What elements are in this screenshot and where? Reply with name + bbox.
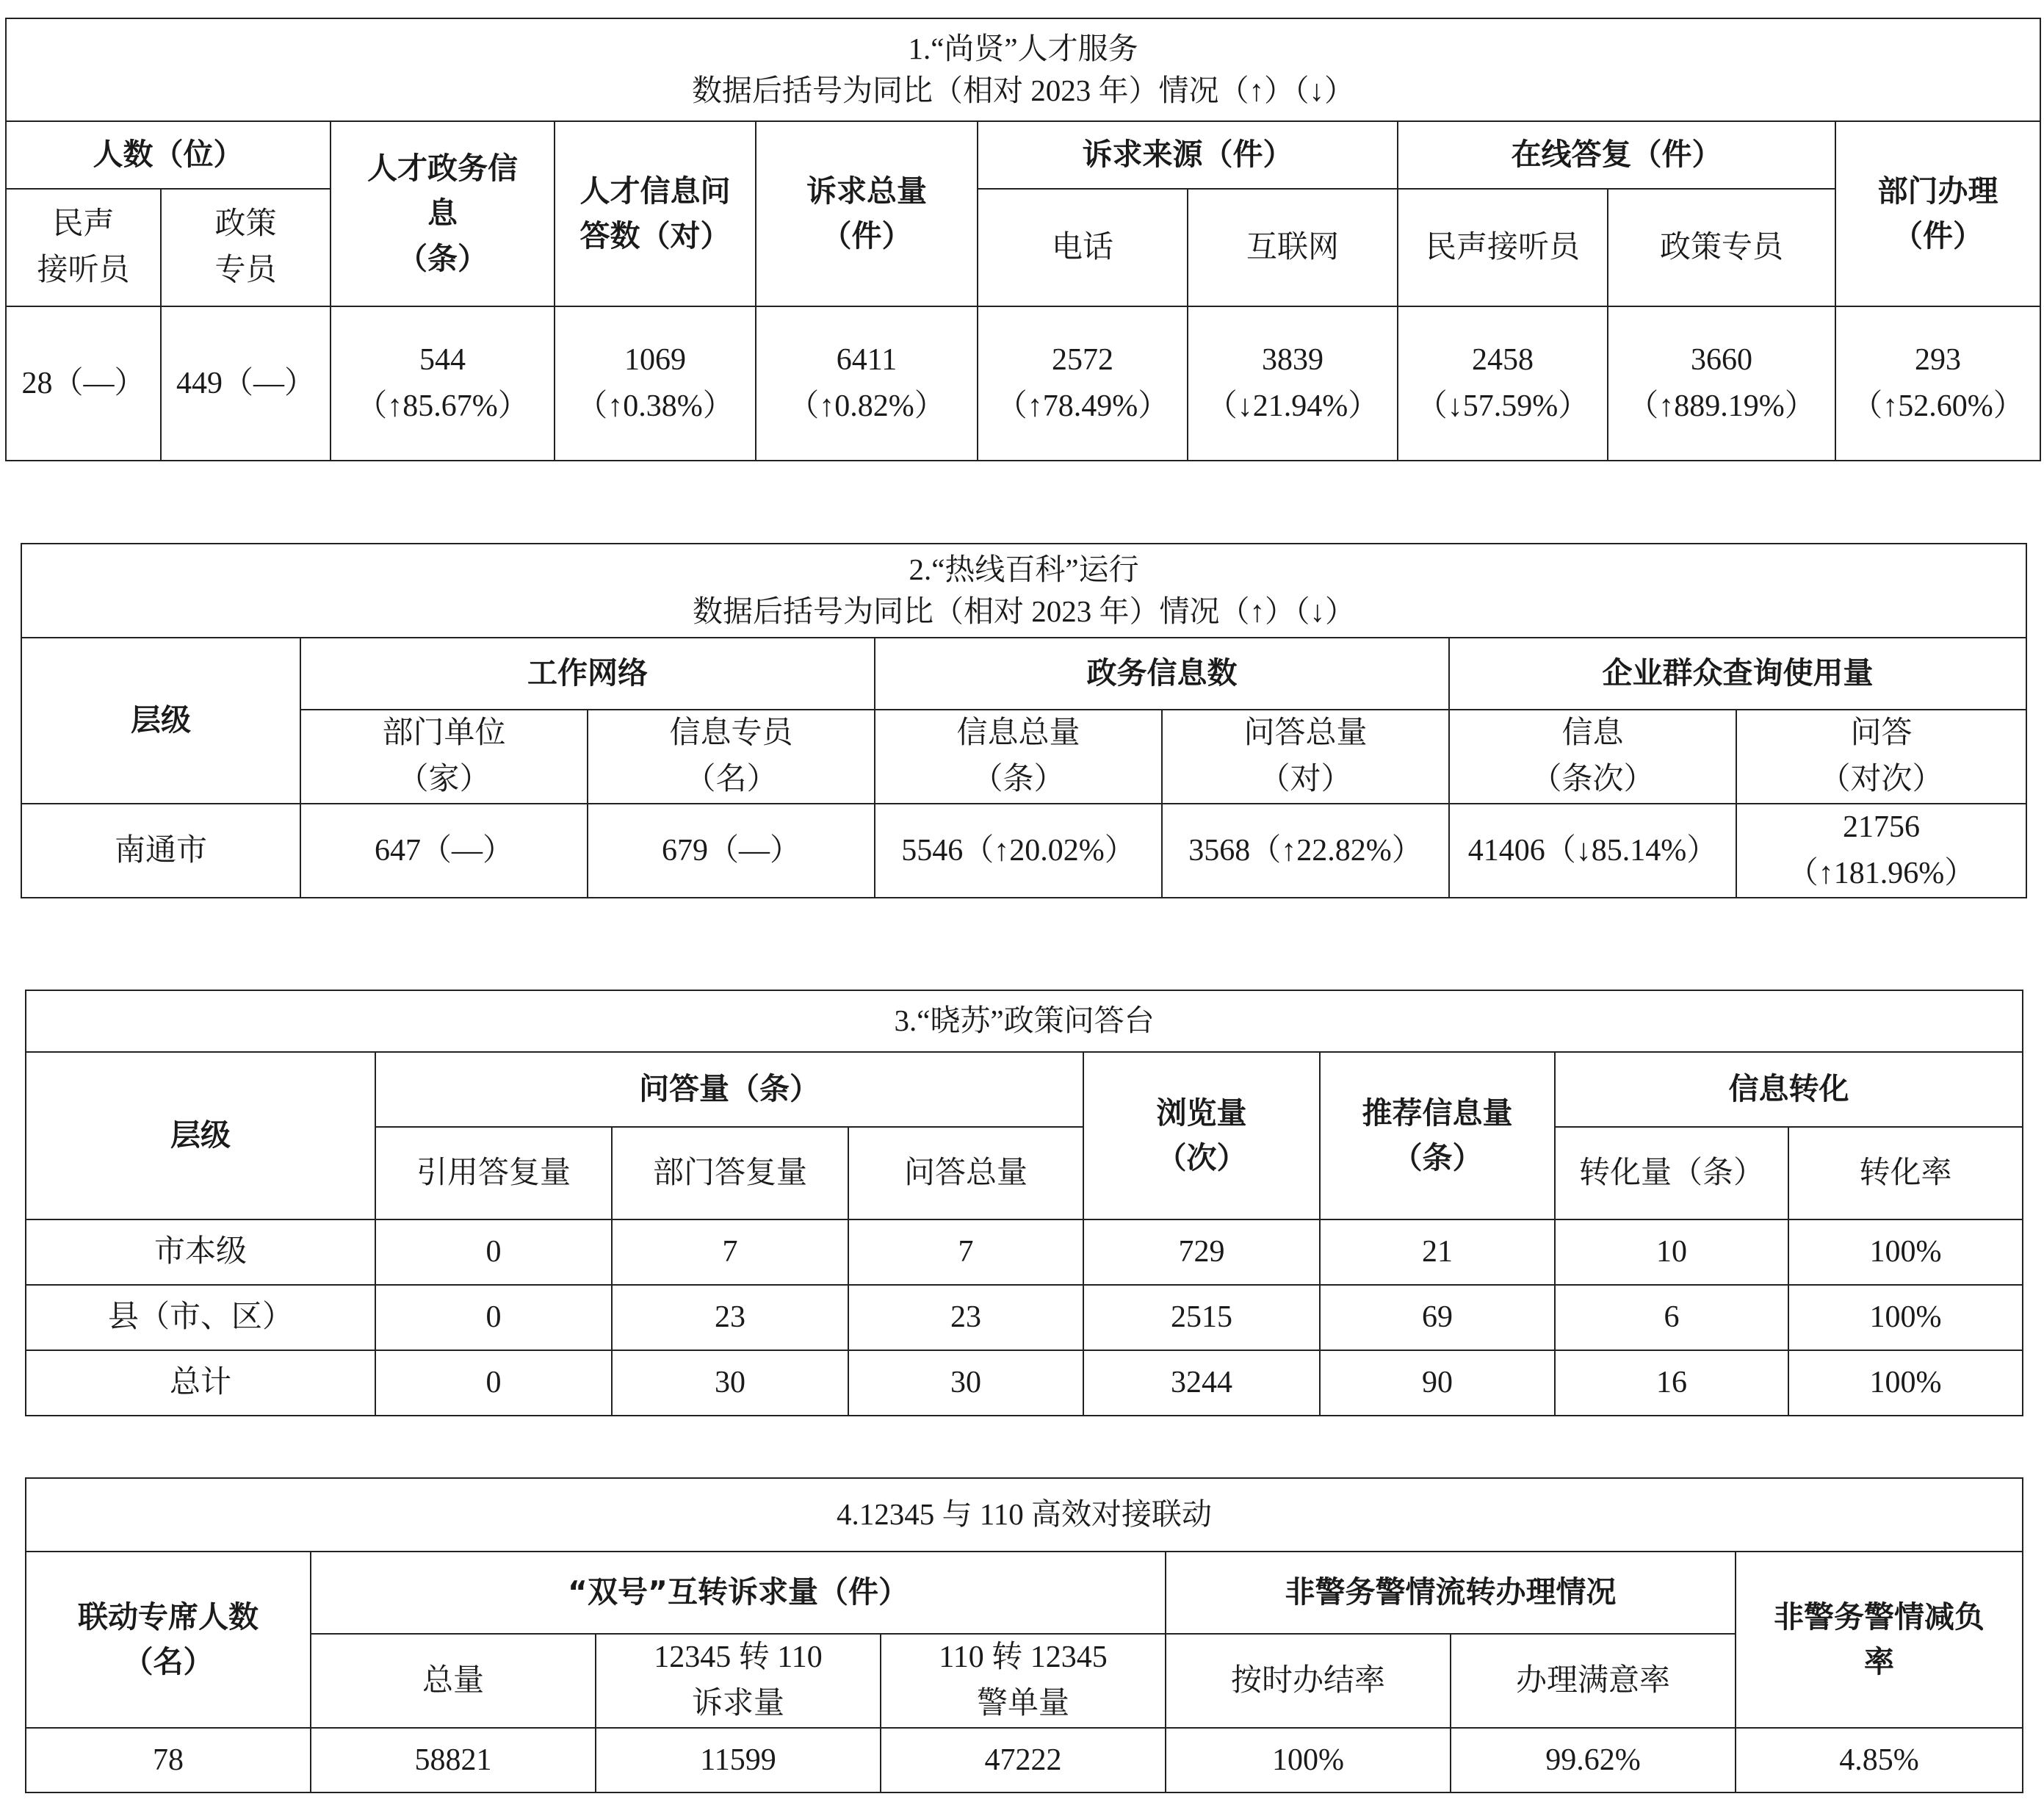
header-qa-total: 问答总量 — [848, 1127, 1083, 1219]
cell-dept: 293 （↑52.60%） — [1835, 306, 2040, 461]
cell-level: 南通市 — [21, 804, 300, 898]
header-usage-info: 信息 （条次） — [1449, 710, 1736, 804]
header-info-staff: 信息专员 （名） — [588, 710, 875, 804]
cell-recommend: 21 — [1320, 1219, 1555, 1285]
header-policy-info: 人才政务信 息 （条） — [331, 121, 555, 306]
header-dept-units: 部门单位 （家） — [300, 710, 588, 804]
header-ontime-rate: 按时办结率 — [1166, 1634, 1451, 1728]
table-talent-service — [5, 18, 2041, 461]
cell-seats: 78 — [26, 1728, 311, 1792]
header-qa-volume: 问答量（条） — [375, 1052, 1083, 1127]
cell-views: 2515 — [1083, 1285, 1320, 1350]
cell-dept: 647（—） — [300, 804, 588, 898]
header-satisfaction-rate: 办理满意率 — [1451, 1634, 1736, 1728]
cell-level: 市本级 — [26, 1219, 375, 1285]
cell-sum: 58821 — [311, 1728, 596, 1792]
table-title: 4.12345 与 110 高效对接联动 — [26, 1478, 2023, 1552]
cell-rate: 100% — [1788, 1285, 2023, 1350]
table-row — [21, 804, 2026, 898]
header-12345-to-110: 12345 转 110 诉求量 — [596, 1634, 881, 1728]
header-recommend: 推荐信息量 （条） — [1320, 1052, 1555, 1219]
table-row — [26, 1728, 2023, 1792]
cell-info-total: 5546（↑20.02%） — [875, 804, 1162, 898]
cell-cite: 0 — [375, 1219, 612, 1285]
cell-cite: 0 — [375, 1350, 612, 1416]
table-row — [6, 306, 2040, 461]
cell-rate: 100% — [1788, 1350, 2023, 1416]
header-110-to-12345: 110 转 12345 警单量 — [881, 1634, 1166, 1728]
header-people: 人数（位） — [6, 121, 331, 189]
header-minsheng-operator: 民声 接听员 — [6, 189, 161, 306]
cell-reduce: 4.85% — [1736, 1728, 2023, 1792]
cell-cite: 0 — [375, 1285, 612, 1350]
header-views: 浏览量 （次） — [1083, 1052, 1320, 1219]
table-12345-110 — [25, 1477, 2023, 1793]
cell-conversion: 10 — [1555, 1219, 1788, 1285]
header-usage: 企业群众查询使用量 — [1449, 638, 2026, 710]
table-title: 3.“晓苏”政策问答台 — [26, 990, 2023, 1052]
table-title: 2.“热线百科”运行 数据后括号为同比（相对 2023 年）情况（↑）（↓） — [21, 544, 2026, 638]
header-transfer: “双号”互转诉求量（件） — [311, 1552, 1166, 1634]
cell-usage-qa: 21756 （↑181.96%） — [1736, 804, 2026, 898]
cell-recommend: 90 — [1320, 1350, 1555, 1416]
header-online-minsheng: 民声接听员 — [1398, 189, 1608, 306]
header-online-reply: 在线答复（件） — [1398, 121, 1835, 189]
table-row — [26, 1219, 2023, 1285]
header-sum: 总量 — [311, 1634, 596, 1728]
header-level: 层级 — [26, 1052, 375, 1219]
cell-phone: 2572 （↑78.49%） — [978, 306, 1188, 461]
cell-views: 3244 — [1083, 1350, 1320, 1416]
cell-qa: 1069 （↑0.38%） — [555, 306, 756, 461]
header-phone: 电话 — [978, 189, 1188, 306]
cell-dept: 23 — [612, 1285, 848, 1350]
header-cite-reply: 引用答复量 — [375, 1127, 612, 1219]
table-row — [26, 1285, 2023, 1350]
cell-internet: 3839 （↓21.94%） — [1188, 306, 1398, 461]
cell-policy-info: 544 （↑85.67%） — [331, 306, 555, 461]
header-policy-specialist: 政策 专员 — [161, 189, 331, 306]
cell-views: 729 — [1083, 1219, 1320, 1285]
cell-minsheng: 28（—） — [6, 306, 161, 461]
cell-online-policy: 3660 （↑889.19%） — [1608, 306, 1835, 461]
header-gov-info: 政务信息数 — [875, 638, 1449, 710]
cell-total: 6411 （↑0.82%） — [756, 306, 978, 461]
header-request-source: 诉求来源（件） — [978, 121, 1398, 189]
header-nonpolice: 非警务警情流转办理情况 — [1166, 1552, 1736, 1634]
cell-qa-total: 3568（↑22.82%） — [1162, 804, 1449, 898]
cell-rate: 100% — [1788, 1219, 2023, 1285]
header-internet: 互联网 — [1188, 189, 1398, 306]
cell-satisfaction: 99.62% — [1451, 1728, 1736, 1792]
table-row — [26, 1350, 2023, 1416]
cell-zhengce: 449（—） — [161, 306, 331, 461]
table-xiaosu-qa — [25, 990, 2023, 1416]
cell-conversion: 16 — [1555, 1350, 1788, 1416]
cell-online-minsheng: 2458 （↓57.59%） — [1398, 306, 1608, 461]
header-usage-qa: 问答 （对次） — [1736, 710, 2026, 804]
cell-recommend: 69 — [1320, 1285, 1555, 1350]
cell-total: 7 — [848, 1219, 1083, 1285]
header-total-requests: 诉求总量 （件） — [756, 121, 978, 306]
cell-usage-info: 41406（↓85.14%） — [1449, 804, 1736, 898]
header-level: 层级 — [21, 638, 300, 804]
header-dept-handling: 部门办理 （件） — [1835, 121, 2040, 306]
header-info-total: 信息总量 （条） — [875, 710, 1162, 804]
cell-total: 23 — [848, 1285, 1083, 1350]
header-qa-total: 问答总量 （对） — [1162, 710, 1449, 804]
cell-staff: 679（—） — [588, 804, 875, 898]
cell-110-to-12345: 47222 — [881, 1728, 1166, 1792]
cell-total: 30 — [848, 1350, 1083, 1416]
cell-ontime: 100% — [1166, 1728, 1451, 1792]
header-dept-reply: 部门答复量 — [612, 1127, 848, 1219]
cell-level: 县（市、区） — [26, 1285, 375, 1350]
cell-12345-to-110: 11599 — [596, 1728, 881, 1792]
header-work-network: 工作网络 — [300, 638, 875, 710]
header-reduce-rate: 非警务警情减负 率 — [1736, 1552, 2023, 1728]
table-title: 1.“尚贤”人才服务 数据后括号为同比（相对 2023 年）情况（↑）（↓） — [6, 18, 2040, 121]
header-seats: 联动专席人数 （名） — [26, 1552, 311, 1728]
header-conversion: 信息转化 — [1555, 1052, 2023, 1127]
table-hotline-wiki — [21, 543, 2027, 898]
header-online-policy: 政策专员 — [1608, 189, 1835, 306]
header-conversion-count: 转化量（条） — [1555, 1127, 1788, 1219]
header-qa-count: 人才信息问 答数（对） — [555, 121, 756, 306]
cell-dept: 30 — [612, 1350, 848, 1416]
cell-dept: 7 — [612, 1219, 848, 1285]
header-conversion-rate: 转化率 — [1788, 1127, 2023, 1219]
cell-level: 总计 — [26, 1350, 375, 1416]
cell-conversion: 6 — [1555, 1285, 1788, 1350]
